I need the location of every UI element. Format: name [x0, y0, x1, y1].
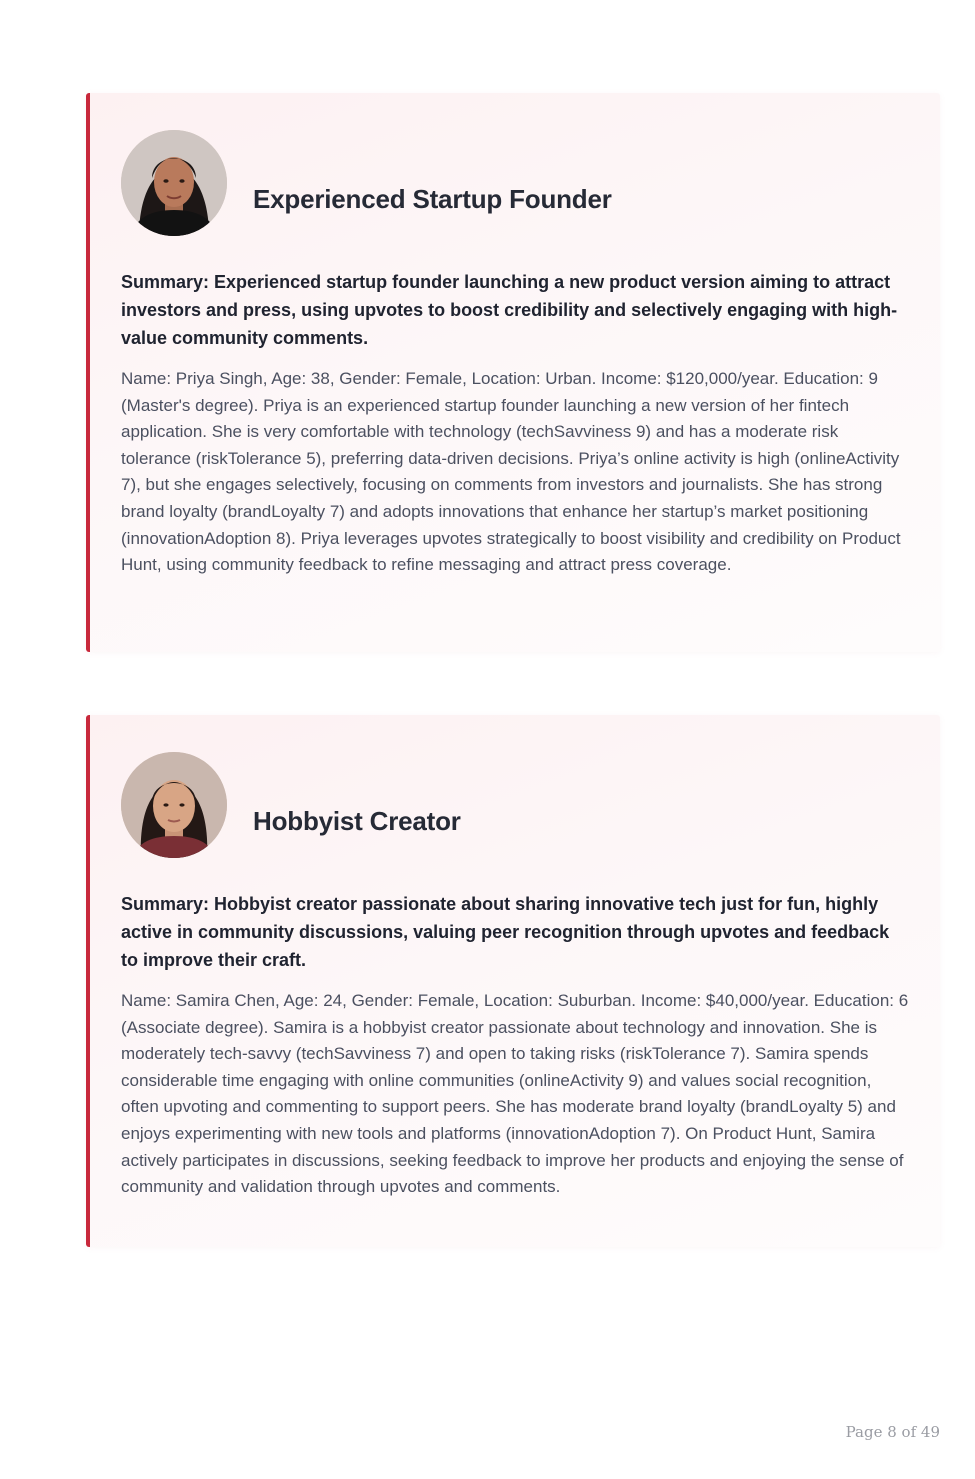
persona-card — [86, 93, 940, 652]
persona-header — [121, 129, 910, 237]
persona-header — [121, 751, 910, 859]
avatar — [121, 130, 227, 236]
persona-card — [86, 715, 940, 1247]
avatar — [121, 752, 227, 858]
woman-portrait-icon — [121, 752, 227, 858]
persona-details: Name: Samira Chen, Age: 24, Gender: Female, Location: Suburban. Income: $40,000/year. Education: 6 (Associate degree). Samira is a hobbyist creator passionate about technology and innovation. She is moderately tech-savvy (techSavviness 7) and open to taking risks (riskTolerance 7). Samira spends considerable time engaging with online communities (onlineActivity 9) and values social recognition, often upvoting and commenting to support peers. She has moderate brand loyalty (brandLoyalty 5) and enjoys experimenting with new tools and platforms (innovationAdoption 7). On Product Hunt, Samira actively participates in discussions, seeking feedback to improve her products and enjoying the sense of community and validation through upvotes and comments. — [121, 991, 909, 1197]
persona-summary: Summary: Experienced startup founder launching a new product version aiming to attract investors and press, using upvotes to boost credibility and selectively engaging with high-value community comments. — [121, 272, 898, 348]
persona-title: Experienced Startup Founder — [253, 183, 612, 214]
persona-summary: Summary: Hobbyist creator passionate about sharing innovative tech just for fun, highly active in community discussions, valuing peer recognition through upvotes and feedback to improve their craft. — [121, 894, 890, 970]
persona-title: Hobbyist Creator — [253, 805, 461, 836]
woman-portrait-icon — [121, 130, 227, 236]
page-number: Page 8 of 49 — [845, 1423, 940, 1441]
persona-details: Name: Priya Singh, Age: 38, Gender: Female, Location: Urban. Income: $120,000/year. Education: 9 (Master's degree). Priya is an experienced startup founder launching a new version of her fintech application. She is very comfortable with technology (techSavviness 9) and has a moderate risk tolerance (riskTolerance 5), preferring data-driven decisions. Priya’s online activity is high (onlineActivity 7), but she engages selectively, focusing on comments from investors and journalists. She has strong brand loyalty (brandLoyalty 7) and adopts innovations that enhance her startup’s market positioning (innovationAdoption 8). Priya leverages upvotes strategically to boost visibility and credibility on Product Hunt, using community feedback to refine messaging and attract press coverage. — [121, 369, 901, 575]
